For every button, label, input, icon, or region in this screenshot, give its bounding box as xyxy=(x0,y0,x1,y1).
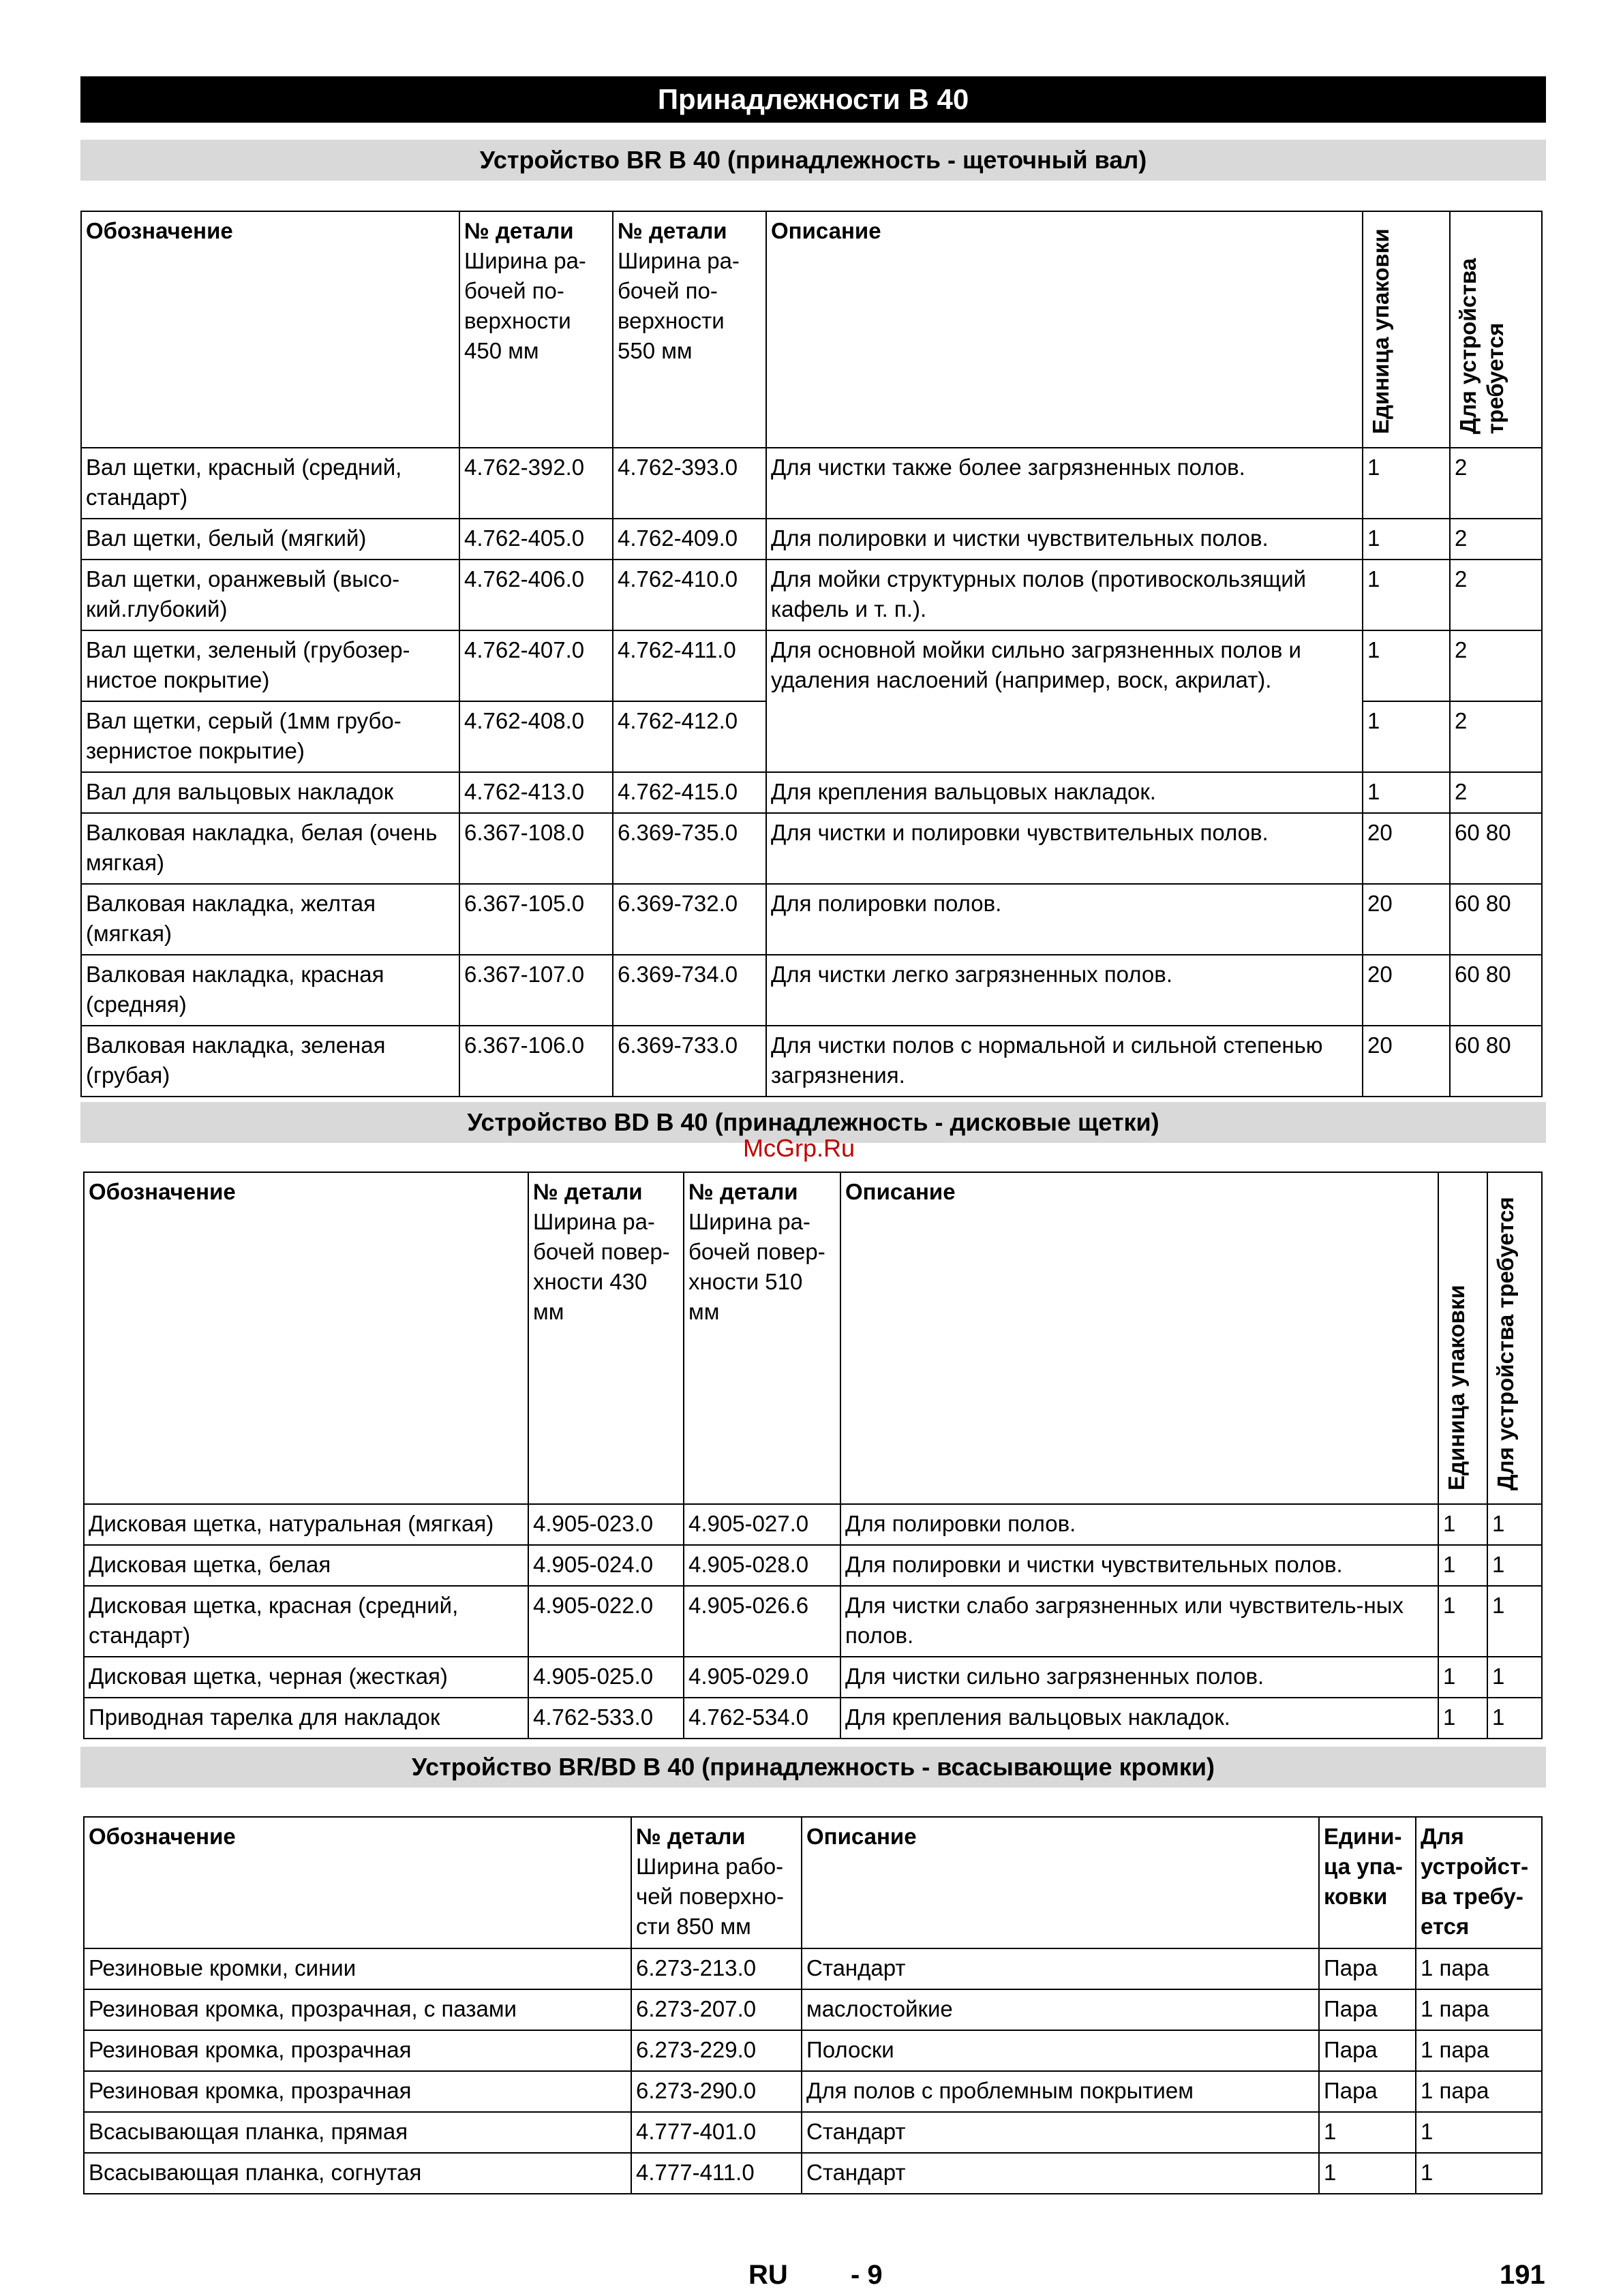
table-row xyxy=(84,2153,1542,2194)
cell-description: Для чистки слабо загрязненных или чувствитель-ных полов. xyxy=(840,1586,1438,1657)
cell-pack-unit: 1 xyxy=(1363,519,1450,560)
table-row xyxy=(84,1657,1542,1698)
cell-name: Вал щетки, серый (1мм грубо-зернистое покрытие) xyxy=(81,701,459,772)
cell-part-550: 4.762-411.0 xyxy=(613,630,766,701)
cell-part-450: 4.762-392.0 xyxy=(459,448,613,519)
cell-required: 1 xyxy=(1487,1586,1542,1657)
cell-part-430: 4.905-025.0 xyxy=(528,1657,684,1698)
cell-part-550: 4.762-412.0 xyxy=(613,701,766,772)
cell-part-550: 6.369-735.0 xyxy=(613,813,766,884)
footer-language: RU xyxy=(748,2260,788,2290)
section-title-brush-roller: Устройство BR B 40 (принадлежность - щеточный вал) xyxy=(80,140,1546,181)
cell-required: 60 80 xyxy=(1450,884,1542,955)
cell-part-550: 4.762-409.0 xyxy=(613,519,766,560)
cell-required: 1 пара xyxy=(1416,1989,1542,2030)
cell-part-550: 4.762-415.0 xyxy=(613,772,766,813)
cell-description: Для крепления вальцовых накладок. xyxy=(766,772,1363,813)
col-header-pack-unit: Единица упаковки xyxy=(1363,211,1450,448)
table-row xyxy=(81,772,1542,813)
cell-required: 1 пара xyxy=(1416,1948,1542,1989)
col-header-description: Описание xyxy=(766,211,1363,448)
cell-part-850: 4.777-411.0 xyxy=(631,2153,802,2194)
cell-pack-unit: 1 xyxy=(1363,560,1450,630)
cell-part-510: 4.905-029.0 xyxy=(684,1657,840,1698)
table-row xyxy=(84,1698,1542,1739)
cell-pack-unit: 1 xyxy=(1438,1698,1487,1739)
cell-description: Для мойки структурных полов (противоскользящий кафель и т. п.). xyxy=(766,560,1363,630)
cell-part-850: 6.273-207.0 xyxy=(631,1989,802,2030)
table-row xyxy=(84,2030,1542,2071)
col-header-pack-unit: Едини-ца упа-ковки xyxy=(1319,1817,1416,1948)
cell-pack-unit: 20 xyxy=(1363,813,1450,884)
col-header-description: Описание xyxy=(802,1817,1319,1948)
cell-part-430: 4.762-533.0 xyxy=(528,1698,684,1739)
cell-description: Для полировки полов. xyxy=(840,1504,1438,1545)
cell-pack-unit: 1 xyxy=(1363,630,1450,701)
footer-section-page: - 9 xyxy=(851,2260,883,2290)
cell-part-550: 4.762-393.0 xyxy=(613,448,766,519)
cell-name: Приводная тарелка для накладок xyxy=(84,1698,528,1739)
cell-pack-unit: 1 xyxy=(1319,2153,1416,2194)
table-row xyxy=(81,560,1542,630)
cell-name: Вал щетки, оранжевый (высо-кий.глубокий) xyxy=(81,560,459,630)
cell-part-510: 4.905-026.6 xyxy=(684,1586,840,1657)
section-title-disc-brushes: Устройство BD B 40 (принадлежность - дисковые щетки) xyxy=(80,1102,1546,1143)
cell-part-430: 4.905-024.0 xyxy=(528,1545,684,1586)
table-row xyxy=(81,813,1542,884)
cell-description: Для крепления вальцовых накладок. xyxy=(840,1698,1438,1739)
col-header-part-510: № детали Ширина ра-бочей повер-хности 510 мм xyxy=(684,1172,840,1504)
cell-required: 1 пара xyxy=(1416,2071,1542,2112)
cell-part-430: 4.905-023.0 xyxy=(528,1504,684,1545)
cell-required: 2 xyxy=(1450,701,1542,772)
cell-pack-unit: 20 xyxy=(1363,884,1450,955)
cell-name: Вал щетки, белый (мягкий) xyxy=(81,519,459,560)
cell-required: 1 xyxy=(1487,1504,1542,1545)
cell-name: Валковая накладка, красная (средняя) xyxy=(81,955,459,1026)
cell-part-550: 6.369-732.0 xyxy=(613,884,766,955)
cell-part-510: 4.905-027.0 xyxy=(684,1504,840,1545)
cell-description: Для чистки полов с нормальной и сильной степенью загрязнения. xyxy=(766,1026,1363,1097)
cell-description: Стандарт xyxy=(802,2112,1319,2153)
table-row xyxy=(81,1026,1542,1097)
cell-name: Вал щетки, зеленый (грубозер-нистое покрытие) xyxy=(81,630,459,701)
cell-description: Для чистки сильно загрязненных полов. xyxy=(840,1657,1438,1698)
cell-pack-unit: 1 xyxy=(1319,2112,1416,2153)
brush-roller-table xyxy=(80,211,1543,1097)
cell-name: Резиновые кромки, синии xyxy=(84,1948,631,1989)
cell-description: маслостойкие xyxy=(802,1989,1319,2030)
cell-name: Всасывающая планка, согнутая xyxy=(84,2153,631,2194)
col-header-part-850: № детали Ширина рабо-чей поверхно-сти 850 мм xyxy=(631,1817,802,1948)
cell-part-550: 4.762-410.0 xyxy=(613,560,766,630)
cell-pack-unit: 1 xyxy=(1363,701,1450,772)
cell-required: 1 xyxy=(1487,1698,1542,1739)
cell-required: 2 xyxy=(1450,560,1542,630)
cell-part-450: 4.762-408.0 xyxy=(459,701,613,772)
col-header-name: Обозначение xyxy=(84,1172,528,1504)
cell-part-450: 6.367-106.0 xyxy=(459,1026,613,1097)
col-header-part-550: № детали Ширина ра-бочей по-верхности 550 мм xyxy=(613,211,766,448)
cell-pack-unit: 20 xyxy=(1363,1026,1450,1097)
cell-description: Для полов с проблемным покрытием xyxy=(802,2071,1319,2112)
cell-part-850: 6.273-213.0 xyxy=(631,1948,802,1989)
cell-pack-unit: 1 xyxy=(1438,1504,1487,1545)
cell-part-450: 4.762-407.0 xyxy=(459,630,613,701)
table-row xyxy=(81,519,1542,560)
cell-required: 60 80 xyxy=(1450,813,1542,884)
cell-name: Вал щетки, красный (средний, стандарт) xyxy=(81,448,459,519)
cell-required: 1 xyxy=(1487,1545,1542,1586)
cell-pack-unit: 1 xyxy=(1438,1657,1487,1698)
cell-part-450: 6.367-105.0 xyxy=(459,884,613,955)
cell-description: Стандарт xyxy=(802,1948,1319,1989)
cell-pack-unit: 1 xyxy=(1363,448,1450,519)
cell-name: Дисковая щетка, белая xyxy=(84,1545,528,1586)
cell-description: Для чистки и полировки чувствительных полов. xyxy=(766,813,1363,884)
table-row xyxy=(81,884,1542,955)
col-header-part-430: № детали Ширина ра-бочей повер-хности 430 мм xyxy=(528,1172,684,1504)
section-title-squeegees: Устройство BR/BD B 40 (принадлежность - всасывающие кромки) xyxy=(80,1747,1546,1788)
cell-description: Для чистки также более загрязненных полов. xyxy=(766,448,1363,519)
cell-part-510: 4.762-534.0 xyxy=(684,1698,840,1739)
cell-required: 1 пара xyxy=(1416,2030,1542,2071)
cell-name: Резиновая кромка, прозрачная xyxy=(84,2071,631,2112)
cell-required: 60 80 xyxy=(1450,955,1542,1026)
cell-description: Для чистки легко загрязненных полов. xyxy=(766,955,1363,1026)
col-header-name: Обозначение xyxy=(81,211,459,448)
cell-pack-unit: Пара xyxy=(1319,2030,1416,2071)
cell-required: 60 80 xyxy=(1450,1026,1542,1097)
cell-pack-unit: Пара xyxy=(1319,1989,1416,2030)
page-title: Принадлежности B 40 xyxy=(80,76,1546,123)
cell-required: 2 xyxy=(1450,772,1542,813)
cell-name: Всасывающая планка, прямая xyxy=(84,2112,631,2153)
cell-pack-unit: 20 xyxy=(1363,955,1450,1026)
cell-part-450: 4.762-406.0 xyxy=(459,560,613,630)
col-header-description: Описание xyxy=(840,1172,1438,1504)
table-row xyxy=(84,1545,1542,1586)
watermark: McGrp.Ru xyxy=(743,1134,855,1162)
cell-part-550: 6.369-734.0 xyxy=(613,955,766,1026)
cell-pack-unit: 1 xyxy=(1363,772,1450,813)
cell-part-450: 4.762-405.0 xyxy=(459,519,613,560)
cell-description: Для полировки и чистки чувствительных полов. xyxy=(766,519,1363,560)
table-row xyxy=(84,1504,1542,1545)
disc-brush-table xyxy=(83,1172,1543,1739)
squeegee-table xyxy=(83,1816,1543,2194)
table-row xyxy=(84,1989,1542,2030)
cell-part-850: 6.273-290.0 xyxy=(631,2071,802,2112)
cell-part-510: 4.905-028.0 xyxy=(684,1545,840,1586)
cell-required: 2 xyxy=(1450,519,1542,560)
cell-description: Для полировки и чистки чувствительных полов. xyxy=(840,1545,1438,1586)
table-row xyxy=(81,955,1542,1026)
col-header-required: Для устройства требуется xyxy=(1450,211,1542,448)
cell-part-550: 6.369-733.0 xyxy=(613,1026,766,1097)
cell-pack-unit: 1 xyxy=(1438,1586,1487,1657)
table-row xyxy=(84,1948,1542,1989)
cell-required: 1 xyxy=(1416,2153,1542,2194)
cell-part-850: 6.273-229.0 xyxy=(631,2030,802,2071)
col-header-name: Обозначение xyxy=(84,1817,631,1948)
cell-name: Вал для вальцовых накладок xyxy=(81,772,459,813)
cell-name: Резиновая кромка, прозрачная xyxy=(84,2030,631,2071)
table-row xyxy=(84,2071,1542,2112)
cell-part-850: 4.777-401.0 xyxy=(631,2112,802,2153)
cell-name: Валковая накладка, зеленая (грубая) xyxy=(81,1026,459,1097)
table-row xyxy=(81,448,1542,519)
cell-part-430: 4.905-022.0 xyxy=(528,1586,684,1657)
table-row xyxy=(84,1586,1542,1657)
cell-description: Стандарт xyxy=(802,2153,1319,2194)
cell-name: Дисковая щетка, черная (жесткая) xyxy=(84,1657,528,1698)
table-row xyxy=(84,2112,1542,2153)
col-header-part-450: № детали Ширина ра-бочей по-верхности 450 мм xyxy=(459,211,613,448)
cell-pack-unit: Пара xyxy=(1319,1948,1416,1989)
footer-page-number: 191 xyxy=(1500,2260,1545,2290)
cell-description: Полоски xyxy=(802,2030,1319,2071)
cell-name: Валковая накладка, желтая (мягкая) xyxy=(81,884,459,955)
cell-description: Для полировки полов. xyxy=(766,884,1363,955)
cell-name: Валковая накладка, белая (очень мягкая) xyxy=(81,813,459,884)
cell-required: 2 xyxy=(1450,630,1542,701)
cell-required: 2 xyxy=(1450,448,1542,519)
col-header-pack-unit: Единица упаковки xyxy=(1438,1172,1487,1504)
cell-name: Дисковая щетка, натуральная (мягкая) xyxy=(84,1504,528,1545)
cell-description: Для основной мойки сильно загрязненных полов и удаления наслоений (например, воск, акрилат). xyxy=(766,630,1363,772)
col-header-required: Для устройст-ва требу-ется xyxy=(1416,1817,1542,1948)
cell-required: 1 xyxy=(1416,2112,1542,2153)
col-header-required: Для устройства требуется xyxy=(1487,1172,1542,1504)
cell-part-450: 6.367-107.0 xyxy=(459,955,613,1026)
cell-pack-unit: 1 xyxy=(1438,1545,1487,1586)
cell-name: Резиновая кромка, прозрачная, с пазами xyxy=(84,1989,631,2030)
cell-part-450: 6.367-108.0 xyxy=(459,813,613,884)
cell-name: Дисковая щетка, красная (средний, стандарт) xyxy=(84,1586,528,1657)
cell-required: 1 xyxy=(1487,1657,1542,1698)
table-row xyxy=(81,630,1542,701)
cell-part-450: 4.762-413.0 xyxy=(459,772,613,813)
cell-pack-unit: Пара xyxy=(1319,2071,1416,2112)
